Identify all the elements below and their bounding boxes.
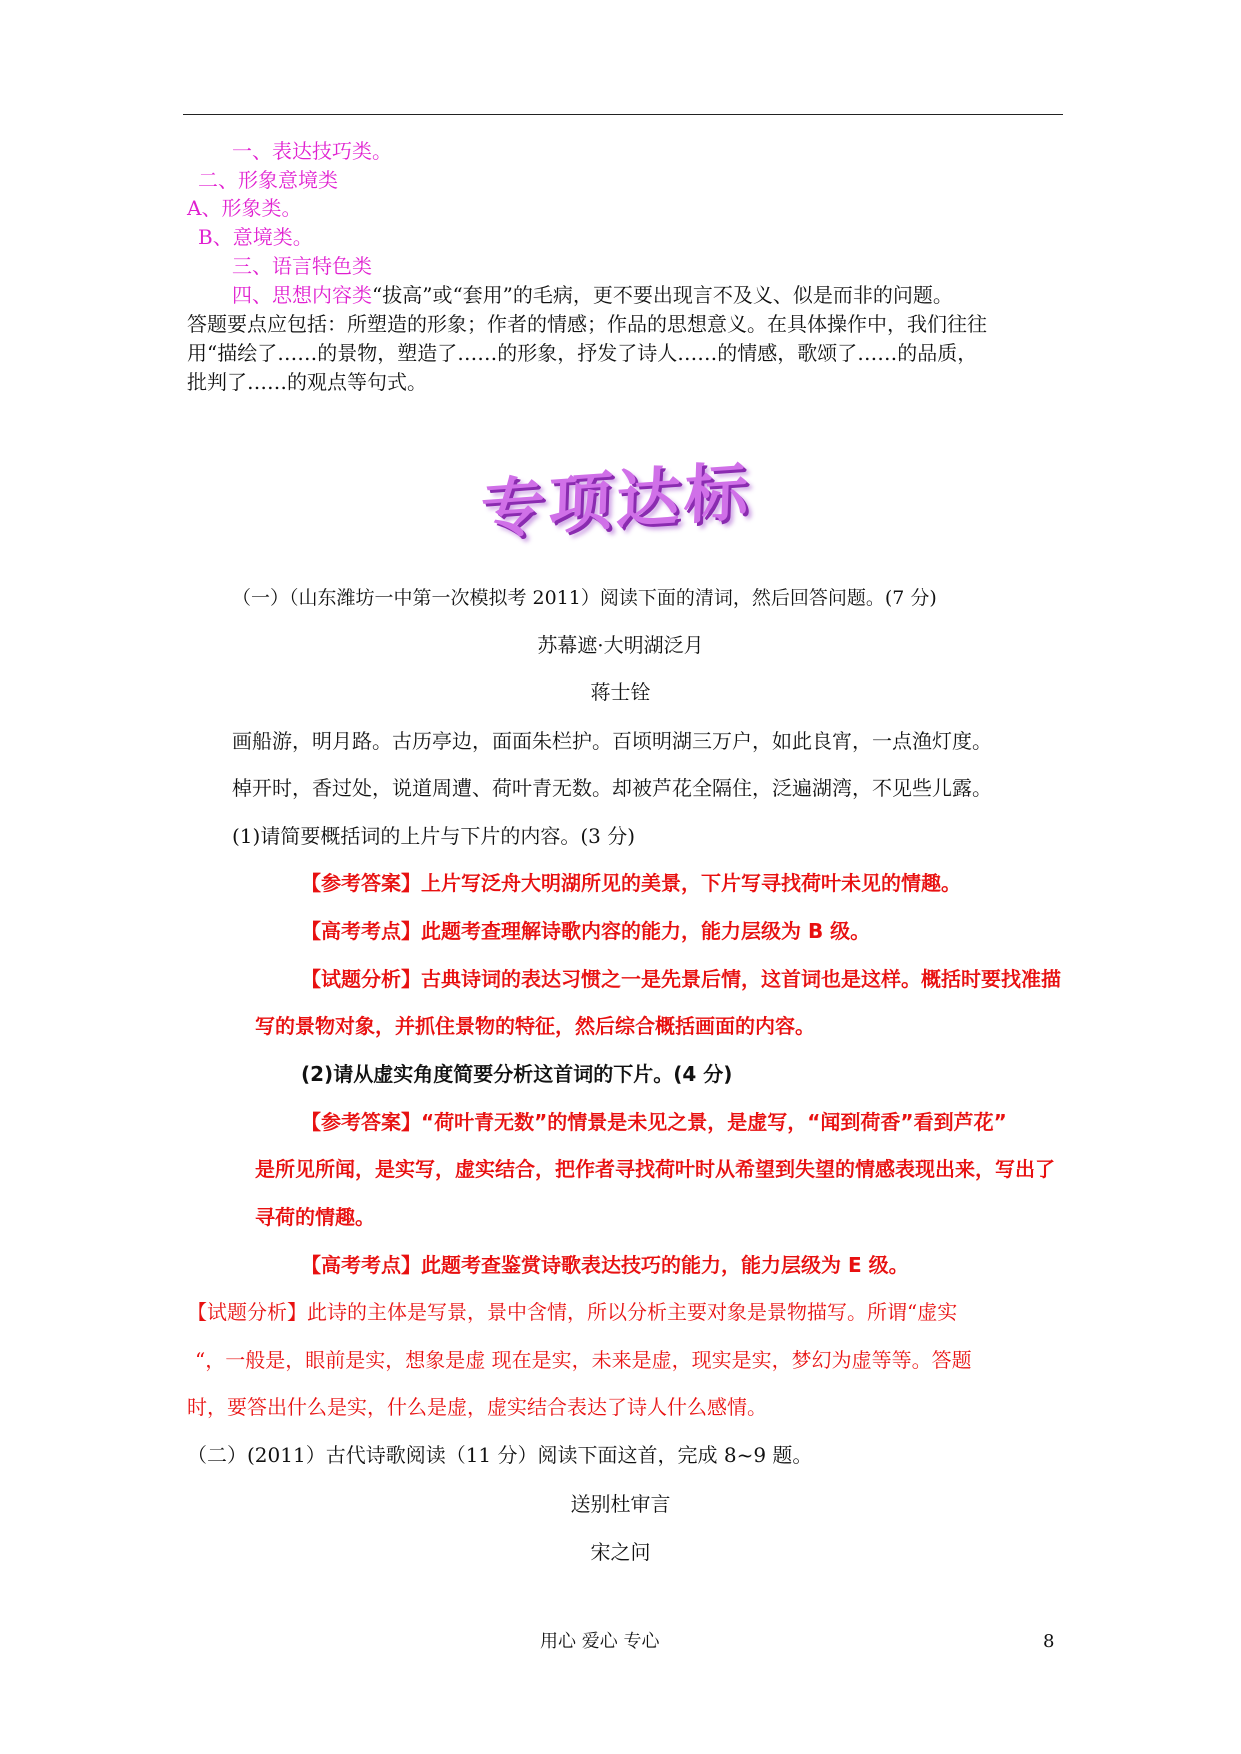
paragraph-line-3: 用“描绘了……的景物，塑造了……的形象，抒发了诗人……的情感，歌颂了……的品质， <box>187 341 978 365</box>
question-2: (2)请从虚实角度简要分析这首词的下片。(4 分) <box>301 1062 733 1086</box>
poem1-line-1: 画船游，明月路。古历亭边，面面朱栏护。百顷明湖三万户，如此良宵，一点渔灯度。 <box>232 729 992 753</box>
q2-answer-line-3: 寻荷的情趣。 <box>255 1205 375 1229</box>
q2-analysis-line-3: 时，要答出什么是实，什么是虚，虚实结合表达了诗人什么感情。 <box>187 1395 767 1419</box>
poem2-author: 宋之问 <box>590 1540 651 1564</box>
heading-b: B、意境类。 <box>198 225 313 249</box>
heading-2: 二、形象意境类 <box>198 168 338 192</box>
page-number: 8 <box>1043 1631 1055 1652</box>
q1-exam-point: 【高考考点】此题考查理解诗歌内容的能力，能力层级为 B 级。 <box>301 919 871 943</box>
q1-analysis-line-1: 【试题分析】古典诗词的表达习惯之一是先景后情，这首词也是这样。概括时要找准描 <box>301 967 1061 991</box>
question-1: (1)请简要概括词的上片与下片的内容。(3 分) <box>232 824 636 848</box>
poem1-title: 苏幕遮·大明湖泛月 <box>537 633 704 657</box>
heading-a: A、形象类。 <box>187 196 302 220</box>
paragraph-line-2: 答题要点应包括：所塑造的形象；作者的情感；作品的思想意义。在具体操作中，我们往往 <box>187 312 987 336</box>
poem2-title: 送别杜审言 <box>570 1492 671 1516</box>
q1-analysis-line-2: 写的景物对象，并抓住景物的特征，然后综合概括画面的内容。 <box>255 1014 815 1038</box>
q2-analysis-line-1: 【试题分析】此诗的主体是写景，景中含情，所以分析主要对象是景物描写。所谓“虚实 <box>187 1300 958 1324</box>
heading-3: 三、语言特色类 <box>232 254 372 278</box>
q2-exam-point: 【高考考点】此题考查鉴赏诗歌表达技巧的能力，能力层级为 E 级。 <box>301 1253 909 1277</box>
q2-answer-line-2: 是所见所闻，是实写，虚实结合，把作者寻找荷叶时从希望到失望的情感表现出来，写出了 <box>255 1157 1055 1181</box>
heading-4: 四、思想内容类 <box>232 283 372 307</box>
footer-motto: 用心 爱心 专心 <box>540 1631 660 1652</box>
q2-answer-line-1: 【参考答案】“荷叶青无数”的情景是未见之景，是虚写，“闻到荷香”看到芦花” <box>301 1110 1007 1134</box>
section-wordart-title: 专项达标 <box>479 453 754 549</box>
section2-intro: （二）(2011）古代诗歌阅读（11 分）阅读下面这首，完成 8~9 题。 <box>187 1443 813 1467</box>
q2-analysis-line-2: “，一般是，眼前是实，想象是虚 现在是实，未来是虚，现实是实，梦幻为虚等等。答题 <box>195 1348 972 1372</box>
q1-answer: 【参考答案】上片写泛舟大明湖所见的美景，下片写寻找荷叶未见的情趣。 <box>301 871 961 895</box>
paragraph-line-4: 批判了……的观点等句式。 <box>187 370 427 394</box>
paragraph-line-1-text: “拔高”或“套用”的毛病，更不要出现言不及义、似是而非的问题。 <box>372 283 953 307</box>
heading-1: 一、表达技巧类。 <box>232 139 392 163</box>
poem1-line-2: 棹开时，香过处，说道周遭、荷叶青无数。却被芦花全隔住，泛遍湖湾，不见些儿露。 <box>232 776 992 800</box>
poem1-author: 蒋士铨 <box>590 680 651 704</box>
header-rule <box>183 114 1063 115</box>
paragraph-line-1 <box>232 281 953 309</box>
section1-intro: （一）（山东潍坊一中第一次模拟考 2011）阅读下面的清词，然后回答问题。(7 分) <box>232 587 937 609</box>
